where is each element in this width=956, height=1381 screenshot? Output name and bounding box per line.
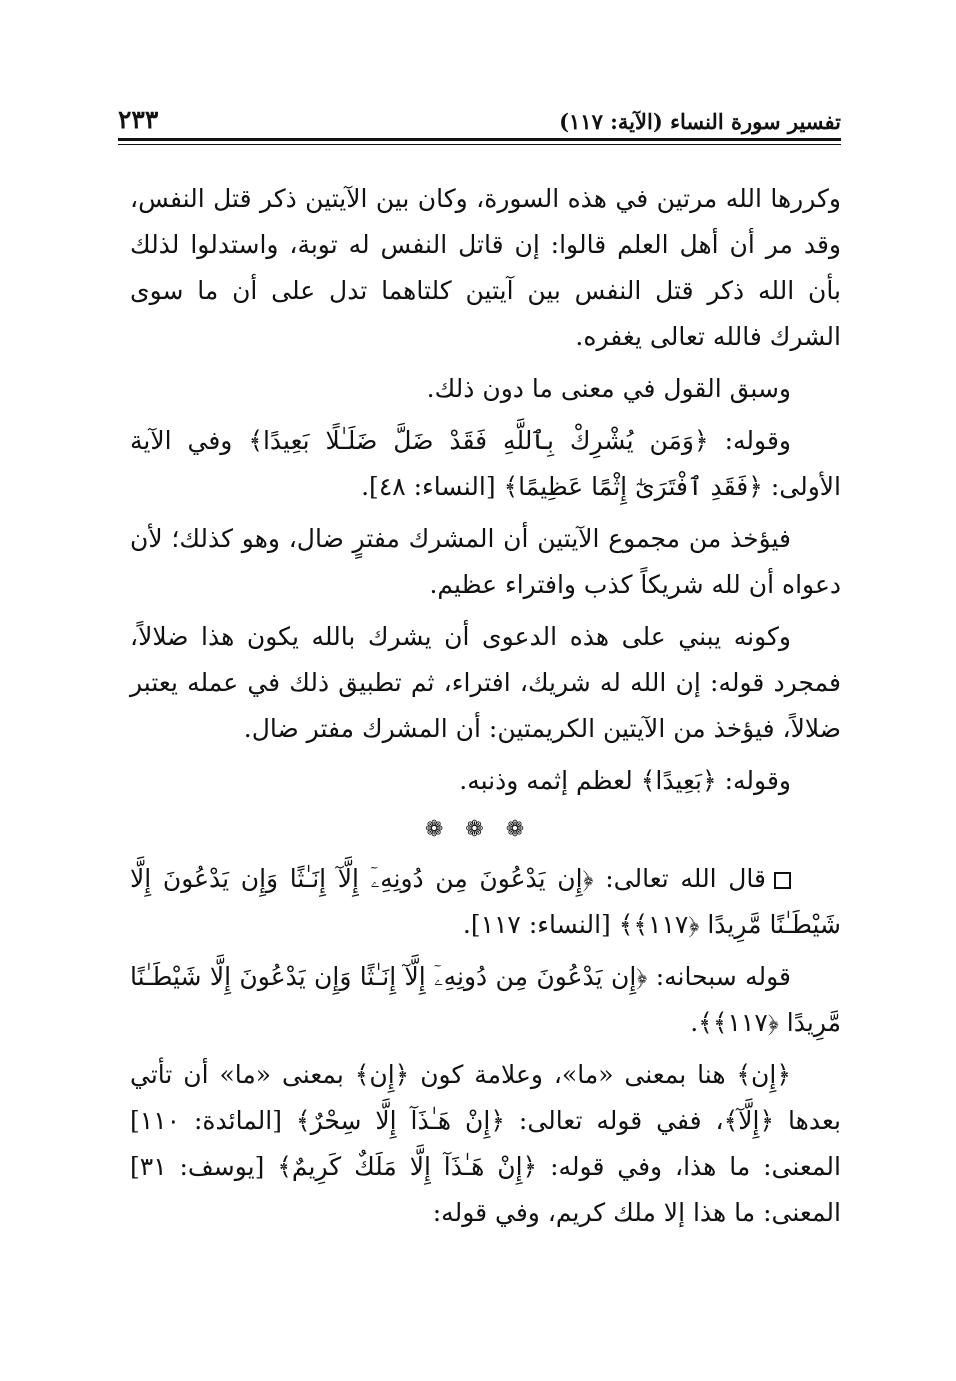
paragraph-8: قوله سبحانه: ﴿إِن يَدْعُونَ مِن دُونِهِۦٓ إِلَّآ إِنَـٰثًا وَإِن يَدْعُونَ إِلَّا شَيْطَـٰنًا مَّرِيدًا ﴿١١٧﴾﴾. bbox=[130, 962, 841, 1037]
page-header bbox=[118, 100, 841, 134]
body-text bbox=[130, 176, 841, 1242]
paragraph-4: فيؤخذ من مجموع الآيتين أن المشرك مفترٍ ضال، وهو كذلك؛ لأن دعواه أن لله شريكاً كذب وافتراء عظيم. bbox=[130, 524, 841, 599]
paragraph-9: ﴿إِن﴾ هنا بمعنى «ما»، وعلامة كون ﴿إِن﴾ بمعنى «ما» أن تأتي بعدها ﴿إِلَّآ﴾، ففي قوله تعالى: ﴿إِنْ هَـٰذَآ إِلَّا سِحْرٌ﴾ [المائدة: ١١٠] المعنى: ما هذا، وفي قوله: ﴿إِنْ هَـٰذَآ إِلَّا مَلَكٌ كَرِيمٌ﴾ [يوسف: ٣١] المعنى: ما هذا إلا ملك كريم، وفي قوله: bbox=[130, 1060, 841, 1227]
paragraph-3: وقوله: ﴿وَمَن يُشْرِكْ بِٱللَّهِ فَقَدْ ضَلَّ ضَلَـٰلًا بَعِيدًا﴾ وفي الآية الأولى: ﴿فَقَدِ ٱفْتَرَىٰٓ إِثْمًا عَظِيمًا﴾ [النساء: ٤٨]. bbox=[130, 426, 841, 501]
running-title: تفسير سورة النساء (الآية: ١١٧) bbox=[559, 109, 841, 134]
page-number: ٢٣٣ bbox=[118, 105, 159, 134]
header-rule-thin bbox=[118, 144, 841, 145]
section-divider-ornaments: ❁❁❁ bbox=[424, 817, 547, 842]
paragraph-6: وقوله: ﴿بَعِيدًا﴾ لعظم إثمه وذنبه. bbox=[459, 766, 791, 795]
verse-heading-text: قال الله تعالى: ﴿إِن يَدْعُونَ مِن دُونِهِۦٓ إِلَّآ إِنَـٰثًا وَإِن يَدْعُونَ إِلَّا شَيْطَـٰنًا مَّرِيدًا ﴿١١٧﴾﴾ [النساء: ١١٧]. bbox=[130, 864, 841, 939]
square-bullet-icon bbox=[774, 872, 791, 889]
paragraph-1: وكررها الله مرتين في هذه السورة، وكان بين الآيتين ذكر قتل النفس، وقد مر أن أهل العلم قالوا: إن قاتل النفس له توبة، واستدلوا لذلك بأن الله ذكر قتل النفس بين آيتين كلتاهما تدل على أن ما سوى الشرك فالله تعالى يغفره. bbox=[130, 184, 841, 351]
paragraph-5: وكونه يبني على هذه الدعوى أن يشرك بالله يكون هذا ضلالاً، فمجرد قوله: إن الله له شريك، افتراء، ثم تطبيق ذلك في عمله يعتبر ضلالاً، فيؤخذ من الآيتين الكريمتين: أن المشرك مفتر ضال. bbox=[130, 622, 841, 743]
paragraph-2: وسبق القول في معنى ما دون ذلك. bbox=[426, 374, 791, 403]
header-rule-thick bbox=[118, 138, 841, 141]
paragraph-7 bbox=[130, 856, 841, 948]
